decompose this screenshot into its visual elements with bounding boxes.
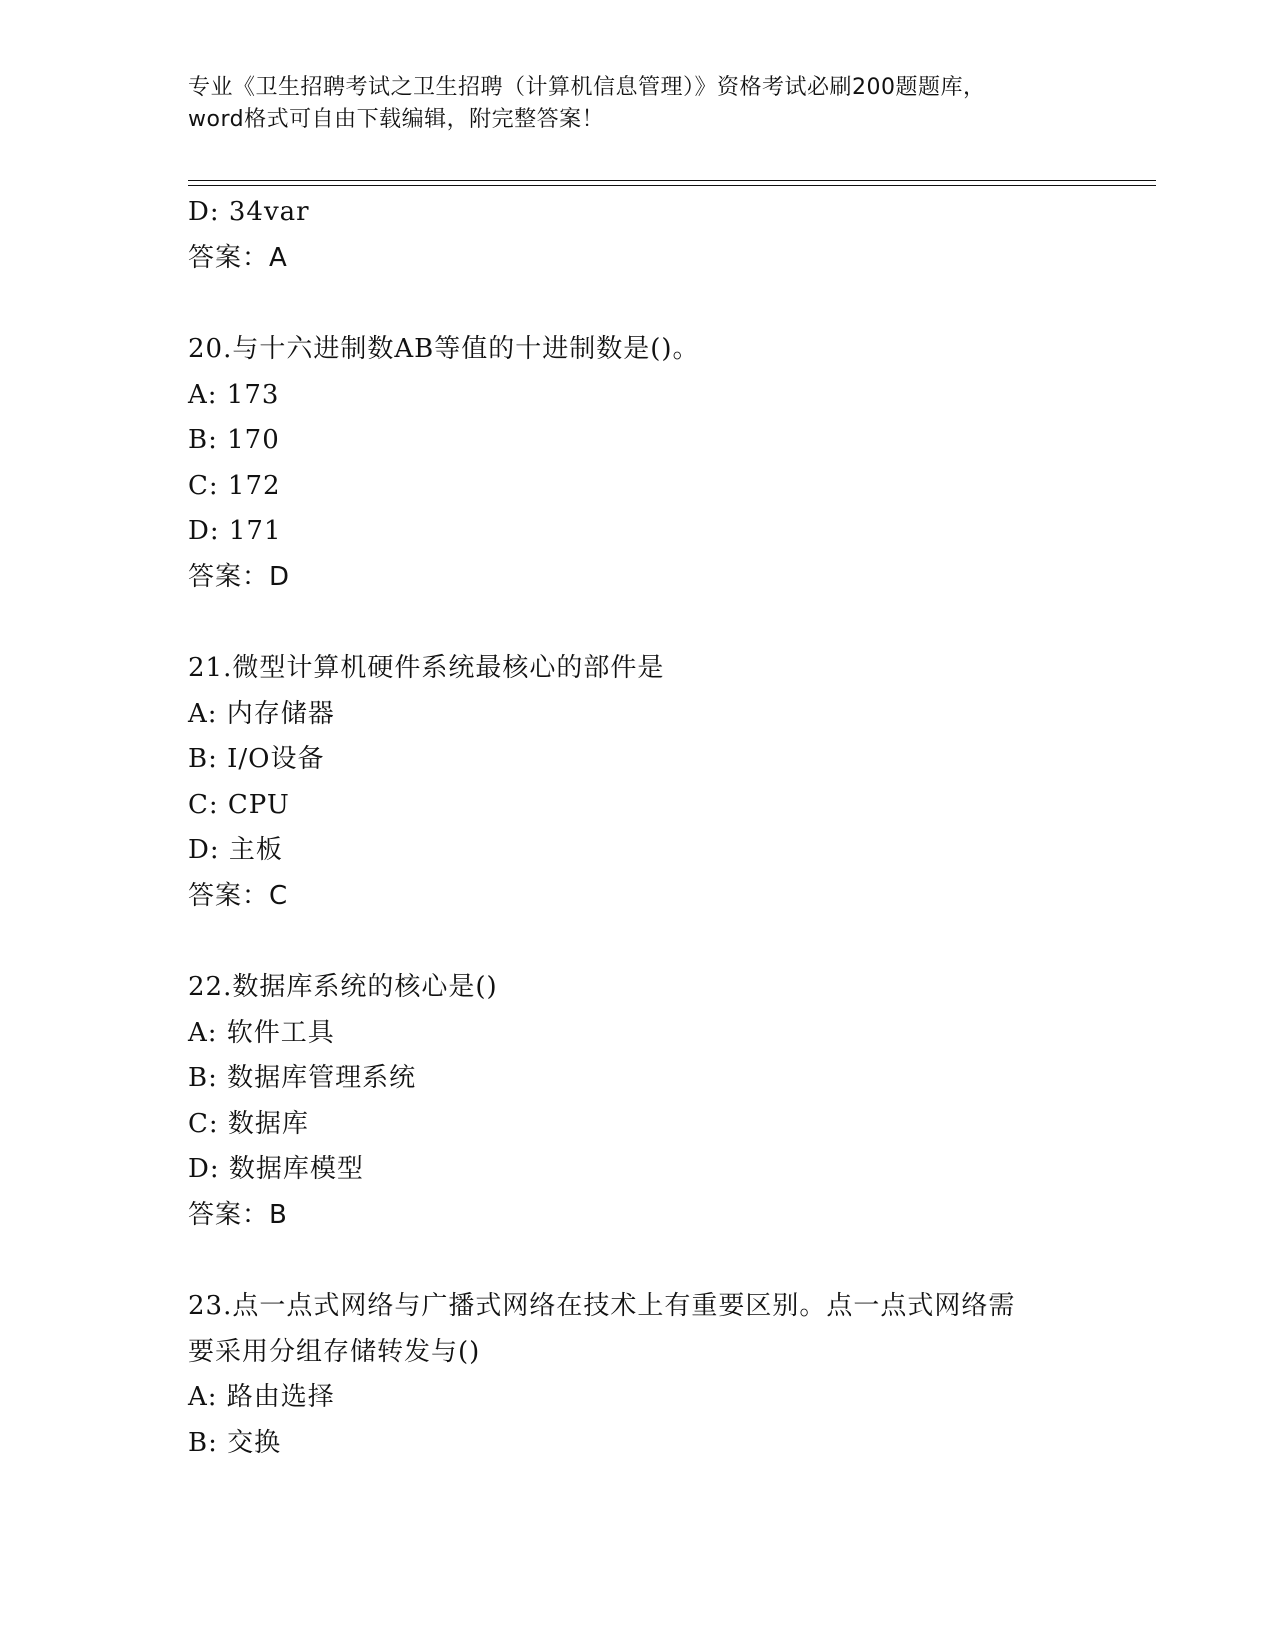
option-b: B: 数据库管理系统 bbox=[188, 1063, 417, 1093]
option-b: B: 170 bbox=[188, 425, 280, 455]
option-c: C: CPU bbox=[188, 789, 290, 820]
question-text: 21.微型计算机硬件系统最核心的部件是 bbox=[188, 653, 665, 683]
question-text: 20.与十六进制数AB等值的十进制数是()。 bbox=[188, 334, 700, 364]
header-title-line-1: 专业《卫生招聘考试之卫生招聘（计算机信息管理）》资格考试必刷200题题库， bbox=[188, 75, 986, 100]
header-rule-bottom bbox=[188, 185, 1156, 186]
header-title-line-2: word格式可自由下载编辑，附完整答案！ bbox=[188, 107, 605, 132]
question-21 bbox=[188, 646, 1088, 919]
option-b: B: 交换 bbox=[188, 1427, 282, 1458]
prev-answer: 答案：A bbox=[188, 242, 288, 273]
option-d: D: 主板 bbox=[188, 835, 283, 865]
option-c: C: 数据库 bbox=[188, 1108, 309, 1139]
question-20 bbox=[188, 327, 1088, 600]
prev-option-d: D: 34var bbox=[188, 197, 310, 227]
document-header bbox=[188, 72, 1088, 136]
question-23 bbox=[188, 1284, 1088, 1466]
option-a: A: 路由选择 bbox=[188, 1382, 335, 1412]
answer: 答案：D bbox=[188, 561, 291, 592]
answer: 答案：C bbox=[188, 880, 289, 911]
option-d: D: 171 bbox=[188, 516, 282, 546]
header-rule-top bbox=[188, 180, 1156, 181]
option-a: A: 内存储器 bbox=[188, 698, 335, 729]
question-22 bbox=[188, 965, 1088, 1238]
option-b: B: I/O设备 bbox=[188, 744, 325, 774]
question-text: 22.数据库系统的核心是() bbox=[188, 972, 498, 1002]
question-text-line-1: 23.点一点式网络与广播式网络在技术上有重要区别。点一点式网络需 bbox=[188, 1291, 1016, 1321]
option-d: D: 数据库模型 bbox=[188, 1154, 364, 1184]
question-list bbox=[188, 190, 1088, 1466]
option-c: C: 172 bbox=[188, 470, 281, 501]
question-text-line-2: 要采用分组存储转发与() bbox=[188, 1336, 481, 1367]
option-a: A: 软件工具 bbox=[188, 1017, 335, 1048]
answer: 答案：B bbox=[188, 1199, 288, 1230]
option-a: A: 173 bbox=[188, 379, 280, 410]
